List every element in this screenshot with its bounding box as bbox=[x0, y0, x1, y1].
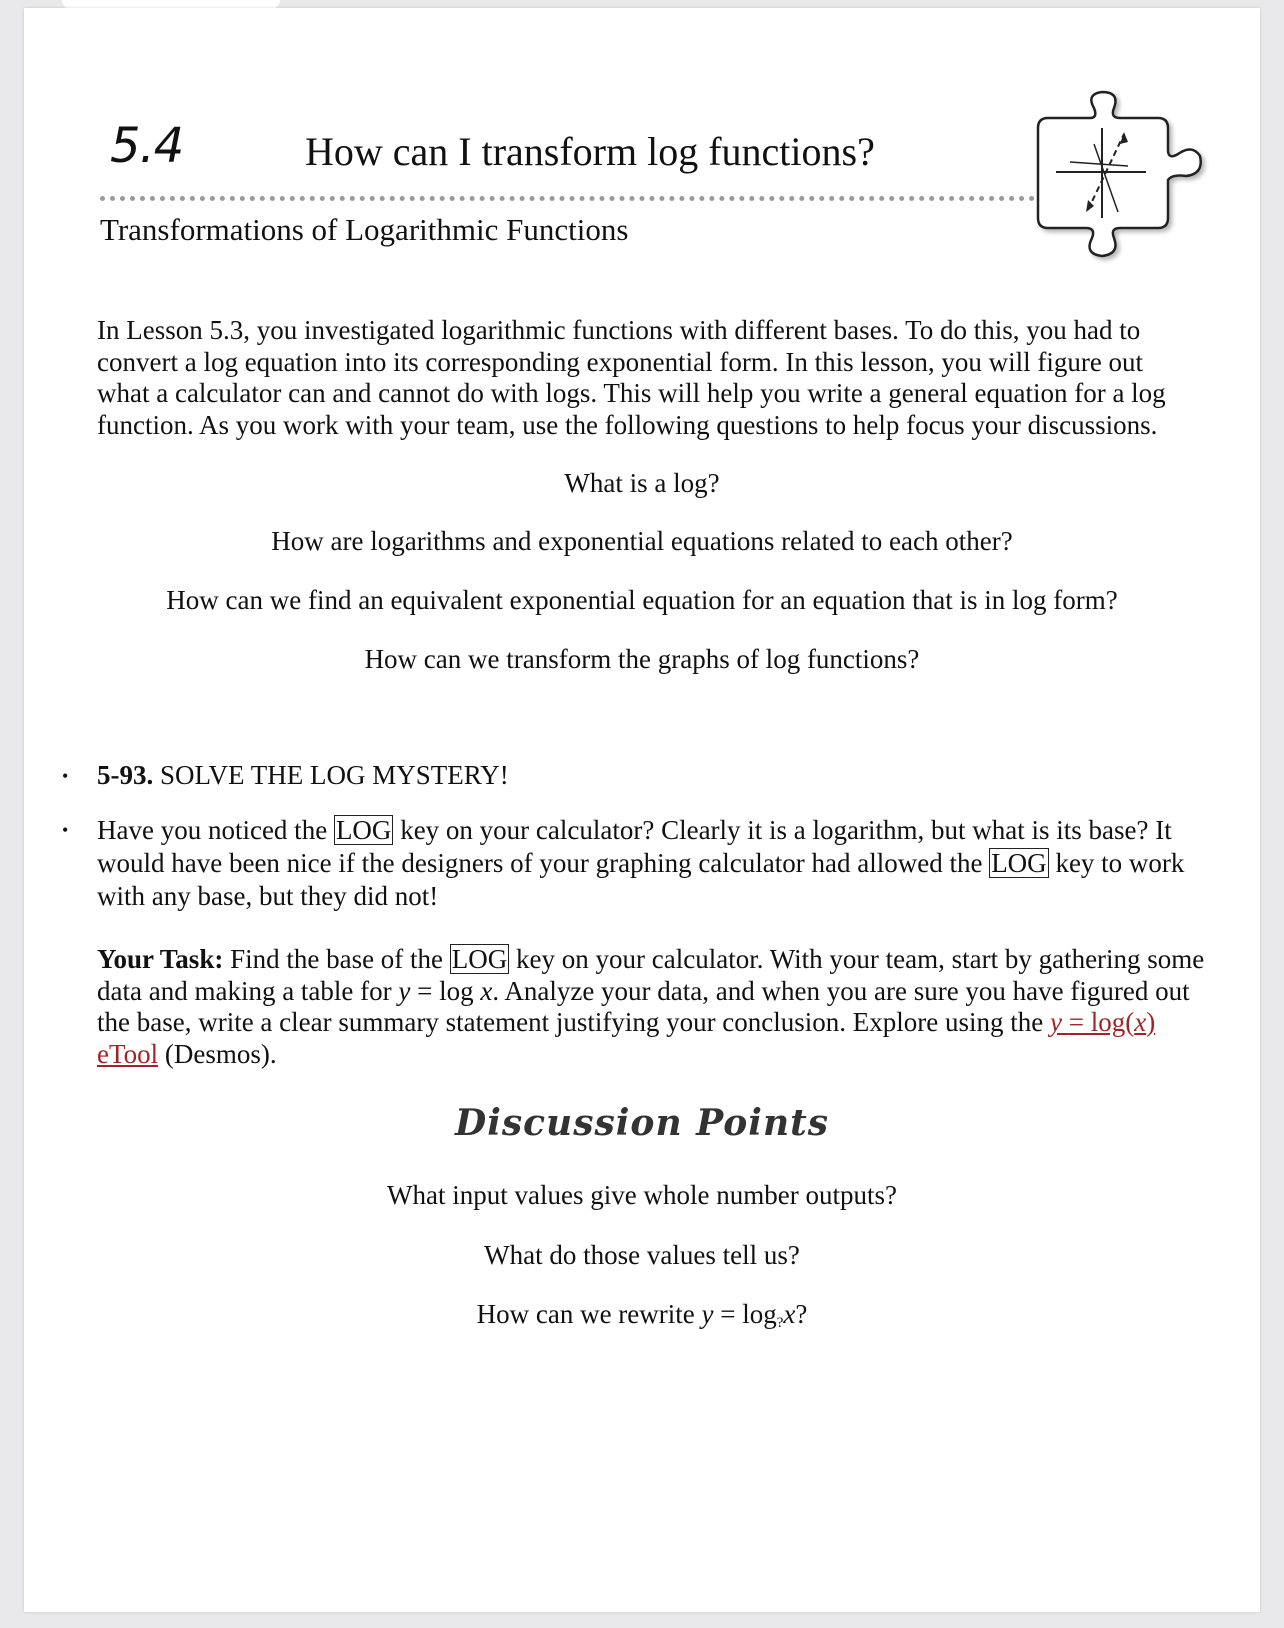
var-y: y bbox=[398, 975, 411, 1006]
puzzle-piece-icon bbox=[1028, 88, 1224, 268]
task-text-1: Find the base of the bbox=[230, 944, 444, 974]
link-var-x: x bbox=[1134, 1007, 1147, 1037]
log-key: LOG bbox=[335, 815, 392, 845]
dq3-eq: = log bbox=[720, 1299, 777, 1329]
discussion-question-2: What do those values tell us? bbox=[484, 1240, 800, 1270]
lesson-subtitle: Transformations of Logarithmic Functions bbox=[100, 212, 629, 247]
var-x: x bbox=[480, 975, 493, 1006]
task-label: Your Task: bbox=[97, 944, 224, 974]
lesson-title: How can I transform log functions? bbox=[305, 129, 875, 174]
link-var-y: y bbox=[1050, 1007, 1062, 1037]
focus-question-4: How can we transform the graphs of log functions? bbox=[364, 644, 920, 674]
bullet-1: • bbox=[62, 766, 69, 786]
bullet-2: • bbox=[62, 820, 69, 840]
focus-question-2: How are logarithms and exponential equations related to each other? bbox=[271, 526, 1013, 556]
log-key: LOG bbox=[451, 944, 508, 974]
dq3-var-y: y bbox=[701, 1299, 714, 1329]
link-text-end: ) eTool bbox=[97, 1007, 1156, 1069]
discussion-question-3 bbox=[24, 1299, 1260, 1332]
problem-heading bbox=[97, 760, 509, 791]
lesson-number: 5.4 bbox=[110, 118, 184, 174]
task-text-3: . Analyze your data, and when you are sure you have figured out the base, write a clear summary statement justifying your conclusion. Explore using the bbox=[97, 975, 1190, 1037]
focus-question-1: What is a log? bbox=[564, 468, 720, 498]
problem-title: SOLVE THE LOG MYSTERY! bbox=[160, 760, 509, 790]
dq3-text: How can we rewrite bbox=[476, 1299, 695, 1329]
eq-text: = log bbox=[417, 975, 474, 1006]
discussion-question-1: What input values give whole number outputs? bbox=[387, 1180, 897, 1210]
focus-question-3: How can we find an equivalent exponential equation for an equation that is in log form? bbox=[166, 585, 1118, 615]
task-text-4: (Desmos). bbox=[164, 1038, 277, 1069]
log-key: LOG bbox=[991, 848, 1047, 878]
problem-text-3: key to work with any base, but they did not! bbox=[97, 848, 1185, 911]
task-text-2: key on your calculator. With your team, start by gathering some data and making a table for bbox=[97, 944, 1205, 1006]
problem-number: 5-93. bbox=[97, 760, 154, 790]
dotted-divider bbox=[100, 196, 1035, 201]
intro-paragraph: In Lesson 5.3, you investigated logarithmic functions with different bases. To do this, you had to convert a log equation into its corresponding exponential form. In this lesson, you will figure out what a calculator can and cannot do with logs. This will help you write a general equation for a log function. As you work with your team, use the following questions to help focus your discussions. bbox=[97, 315, 1166, 440]
problem-text-2: key on your calculator? Clearly it is a logarithm, but what is its base? It would have been nice if the designers of your graphing calculator had allowed the bbox=[97, 815, 1172, 878]
dq3-base: ? bbox=[776, 1315, 784, 1331]
problem-text-1: Have you noticed the bbox=[97, 815, 328, 845]
problem-body bbox=[97, 814, 1217, 913]
dq3-var-x: x bbox=[783, 1299, 796, 1329]
task-paragraph bbox=[97, 944, 1207, 1070]
discussion-points-title: Discussion Points bbox=[454, 1102, 830, 1144]
dq3-end: ? bbox=[795, 1299, 808, 1329]
link-text-mid: = log( bbox=[1068, 1007, 1135, 1037]
